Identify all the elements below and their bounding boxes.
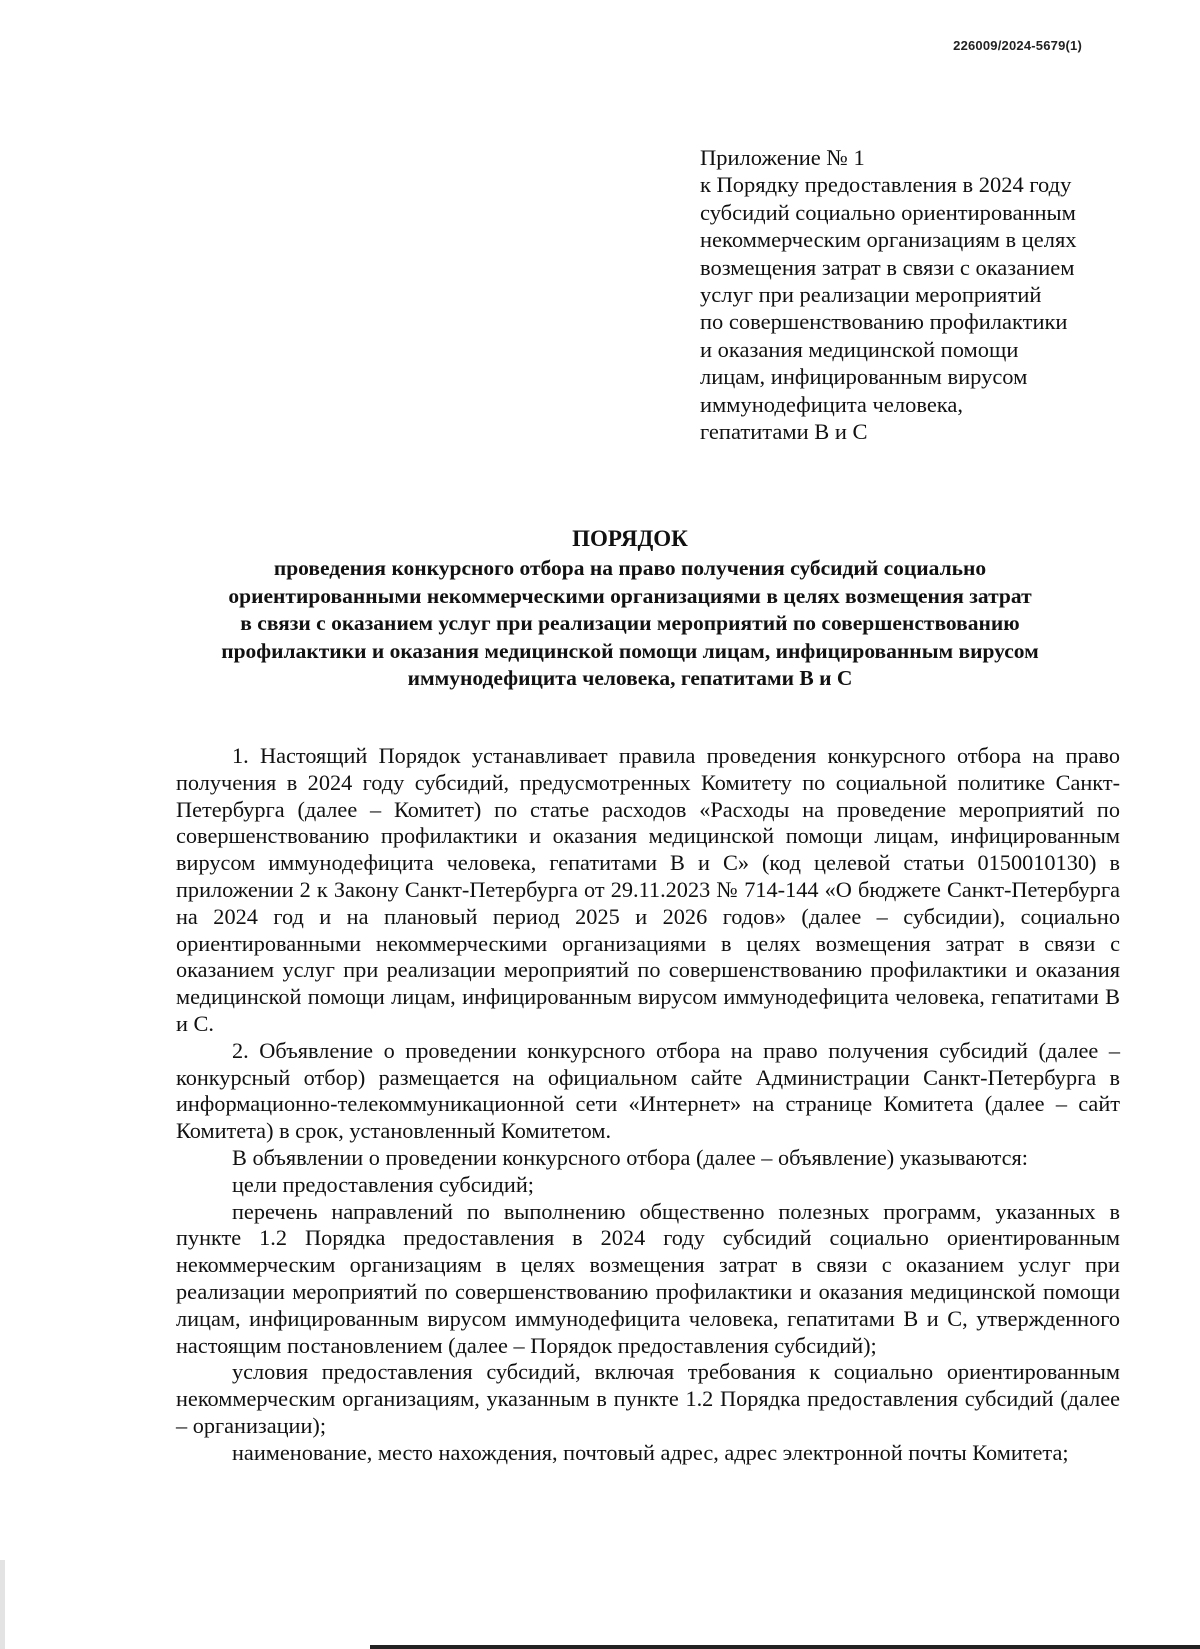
title-line: проведения конкурсного отбора на право получения субсидий социально — [273, 556, 987, 580]
appendix-line: Приложение № 1 — [700, 145, 865, 170]
paragraph-directions: перечень направлений по выполнению общественно полезных программ, указанных в пункте 1.2 Порядка предоставления в 2024 году субсидий социально ориентированным некоммерческим организациям в целях возмещения затрат в связи с оказанием услуг при реализации мероприятий по совершенствованию профилактики и оказания медицинской помощи лицам, инфицированным вирусом иммунодефицита человека, гепатитами В и С, утвержденного настоящим постановлением (далее – Порядок предоставления субсидий); — [176, 1198, 1120, 1358]
appendix-line: гепатитами В и С — [700, 419, 868, 445]
appendix-line: по совершенствованию профилактики — [700, 309, 1068, 335]
title-heading: ПОРЯДОК — [572, 526, 688, 551]
title-line: иммунодефицита человека, гепатитами В и С — [407, 666, 853, 691]
paragraph-announcement: В объявлении о проведении конкурсного отбора (далее – объявление) указываются: — [232, 1144, 1028, 1170]
appendix-line: иммунодефицита человека, — [700, 391, 964, 417]
paragraph-committee-contacts: наименование, место нахождения, почтовый адрес, адрес электронной почты Комитета; — [232, 1439, 1069, 1465]
appendix-line: услуг при реализации мероприятий — [700, 282, 1042, 308]
document-number: 226009/2024-5679(1) — [953, 38, 1082, 53]
paragraph-conditions: условия предоставления субсидий, включая требования к социально ориентированным некоммерческим организациям, указанным в пункте 1.2 Порядка предоставления субсидий (далее – организации); — [176, 1359, 1120, 1438]
appendix-block — [700, 144, 1120, 445]
appendix-line: возмещения затрат в связи с оказанием — [700, 254, 1075, 280]
document-title — [160, 525, 1100, 693]
title-line: в связи с оказанием услуг при реализации мероприятий по совершенствованию — [240, 611, 1020, 636]
paragraph-goals: цели предоставления субсидий; — [232, 1171, 534, 1197]
appendix-line: и оказания медицинской помощи — [700, 336, 1019, 362]
document-body — [176, 743, 1120, 1467]
appendix-line: некоммерческим организациям в целях — [700, 227, 1077, 253]
appendix-line: лицам, инфицированным вирусом — [700, 364, 1028, 390]
paragraph-2: 2. Объявление о проведении конкурсного отбора на право получения субсидий (далее – конкурсный отбор) размещается на официальном сайте Администрации Санкт-Петербурга в информационно-телекоммуникационной сети «Интернет» на странице Комитета (далее – сайт Комитета) в срок, установленный Комитетом. — [176, 1037, 1120, 1144]
scan-edge-mark — [0, 1560, 5, 1649]
paragraph-1: 1. Настоящий Порядок устанавливает правила проведения конкурсного отбора на право получения в 2024 году субсидий, предусмотренных Комитету по социальной политике Санкт-Петербурга (далее – Комитет) по статье расходов «Расходы на проведение мероприятий по совершенствованию профилактики и оказания медицинской помощи лицам, инфицированным вирусом иммунодефицита человека, гепатитами В и С» (код целевой статьи 0150010130) в приложении 2 к Закону Санкт-Петербурга от 29.11.2023 № 714-144 «О бюджете Санкт-Петербурга на 2024 год и на плановый период 2025 и 2026 годов» (далее – субсидии), социально ориентированными некоммерческими организациями в целях возмещения затрат в связи с оказанием услуг при реализации мероприятий по совершенствованию профилактики и оказания медицинской помощи лицам, инфицированным вирусом иммунодефицита человека, гепатитами В и С. — [176, 743, 1120, 1036]
title-line: ориентированными некоммерческими организациями в целях возмещения затрат — [228, 583, 1032, 608]
appendix-line: к Порядку предоставления в 2024 году — [700, 172, 1072, 198]
scan-bottom-edge — [370, 1645, 1200, 1649]
appendix-line: субсидий социально ориентированным — [700, 199, 1076, 225]
title-line: профилактики и оказания медицинской помощи лицам, инфицированным вирусом — [221, 638, 1039, 663]
